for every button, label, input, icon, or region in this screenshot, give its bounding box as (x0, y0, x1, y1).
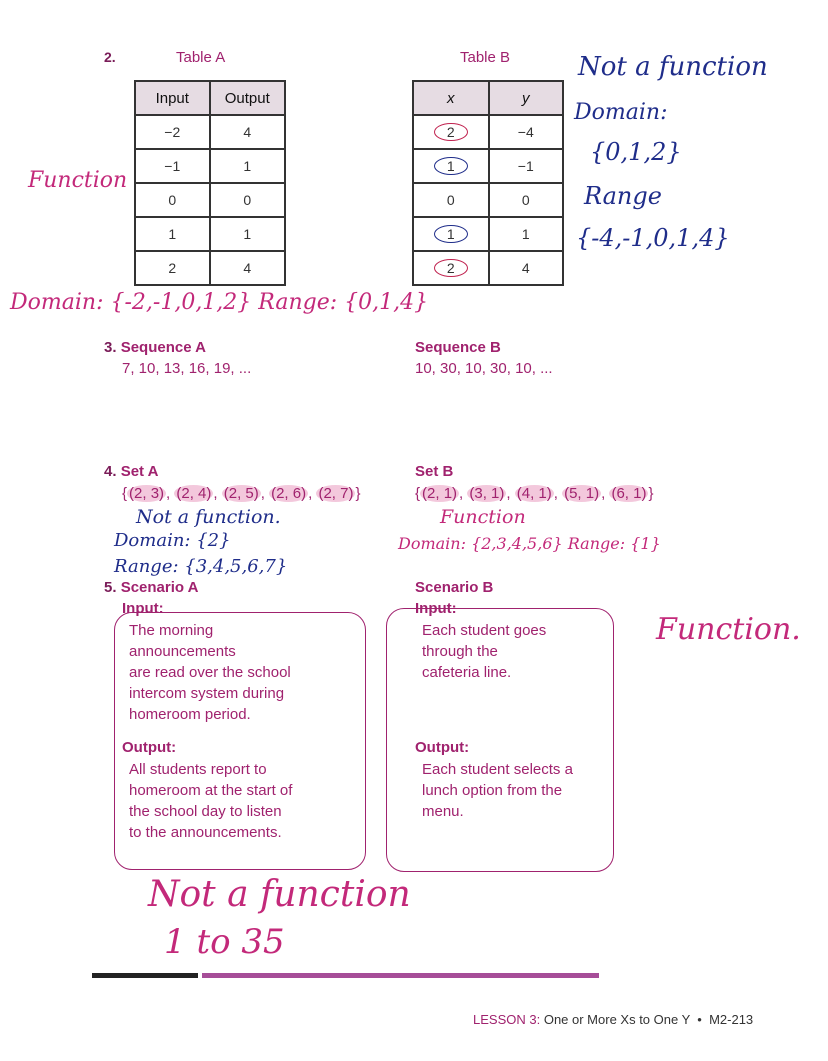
table-b-cell (413, 115, 489, 149)
set-b-pair: (2, 1) (422, 485, 458, 502)
footer-bullet: • (697, 1012, 702, 1027)
handwritten-range-label-b: Range (584, 182, 662, 210)
set-a-pair: (2, 5) (223, 485, 259, 502)
sequence-a-values: 7, 10, 13, 16, 19, ... (122, 360, 252, 377)
table-a-header-input: Input (135, 81, 210, 115)
table-a-cell: 1 (210, 149, 285, 183)
set-a-pair: (2, 7) (318, 485, 354, 502)
text-line: homeroom at the start of (129, 782, 293, 799)
table-b-cell (413, 149, 489, 183)
set-a-title: Set A (120, 463, 159, 480)
set-a-pairs: { (2, 3) , (2, 4) , (2, 5) , (2, 6) , (2, 7) } (122, 485, 361, 502)
table-b-cell (413, 217, 489, 251)
set-b-pair: (4, 1) (516, 485, 552, 502)
table-a-cell: −1 (135, 149, 210, 183)
handwritten-domain-label-b: Domain: (574, 100, 668, 125)
text-line: Each student goes (422, 622, 547, 639)
table-a-title: Table A (176, 49, 226, 66)
set-a-heading (104, 461, 158, 482)
page-footer (473, 1012, 753, 1027)
table-b-cell: 1 (489, 217, 563, 251)
scenario-a-output-label: Output: (122, 739, 177, 756)
sequence-b-values: 10, 30, 10, 30, 10, ... (415, 360, 553, 377)
handwritten-set-b-domain-range: Domain: {2,3,4,5,6} Range: {1} (398, 534, 661, 553)
table-b-cell: 0 (489, 183, 563, 217)
handwritten-scenario-b-function: Function. (656, 612, 801, 647)
text-line: lunch option from the (422, 782, 563, 799)
set-b-pairs: { (2, 1) , (3, 1) , (4, 1) , (5, 1) , (6, 1) } (415, 485, 654, 502)
scenario-a-input-label: Input: (122, 600, 164, 617)
scenario-a-heading (104, 577, 199, 598)
table-b (412, 80, 564, 286)
table-b-cell: −1 (489, 149, 563, 183)
text-line: through the (422, 643, 498, 660)
handwritten-range-b: {-4,-1,0,1,4} (576, 224, 730, 252)
scenario-b-input-text (422, 620, 612, 683)
scenario-b-title: Scenario B (415, 579, 494, 596)
scenario-b-input-label: Input: (415, 600, 457, 617)
question-4-number: 4. (104, 463, 117, 480)
footer-page-number: M2-213 (709, 1012, 754, 1027)
set-b-pair: (5, 1) (564, 485, 600, 502)
set-b-title: Set B (415, 463, 454, 480)
scenario-b-output-label: Output: (415, 739, 470, 756)
table-a (134, 80, 286, 286)
text-line: homeroom period. (129, 706, 251, 723)
text-line: menu. (422, 803, 464, 820)
text-line: to the announcements. (129, 824, 282, 841)
handwritten-set-a-not-function: Not a function. (136, 506, 281, 528)
set-a-pair: (2, 6) (271, 485, 307, 502)
table-a-cell: 4 (210, 115, 285, 149)
question-2-number: 2. (104, 49, 116, 65)
set-b-pair: (6, 1) (611, 485, 647, 502)
table-b-header-x: x (413, 81, 489, 115)
sequence-b-title: Sequence B (415, 339, 501, 356)
question-5-number: 5. (104, 579, 117, 596)
text-line: the school day to listen (129, 803, 282, 820)
scenario-a-input-text (129, 620, 359, 725)
footer-rule-accent (202, 973, 599, 978)
footer-title: One or More Xs to One Y (543, 1012, 691, 1027)
handwritten-domain-b: {0,1,2} (590, 138, 682, 166)
handwritten-set-b-function: Function (440, 506, 526, 528)
red-circle-annotation: 2 (434, 259, 468, 277)
sequence-a-title: Sequence A (120, 339, 206, 356)
handwritten-scenario-a-ratio: 1 to 35 (164, 922, 285, 962)
set-a-pair: (2, 4) (176, 485, 212, 502)
table-b-cell (413, 251, 489, 285)
table-b-cell: −4 (489, 115, 563, 149)
handwritten-domain-range-a: Domain: {-2,-1,0,1,2} Range: {0,1,4} (10, 290, 429, 315)
table-b-cell: 0 (413, 183, 489, 217)
handwritten-set-a-range: Range: {3,4,5,6,7} (114, 556, 288, 577)
text-line: announcements (129, 643, 236, 660)
footer-rule-dark (92, 973, 198, 978)
question-3-number: 3. (104, 339, 117, 356)
scenario-b-output-text (422, 759, 612, 822)
text-line: Each student selects a (422, 761, 573, 778)
handwritten-not-function-label: Not a function (578, 52, 768, 82)
blue-circle-annotation: 1 (434, 157, 468, 175)
scenario-a-output-text (129, 759, 359, 843)
footer-lesson: LESSON 3: (473, 1012, 541, 1027)
table-b-title: Table B (460, 49, 511, 66)
table-a-cell: 2 (135, 251, 210, 285)
scenario-a-title: Scenario A (120, 579, 199, 596)
text-line: intercom system during (129, 685, 285, 702)
blue-circle-annotation: 1 (434, 225, 468, 243)
table-a-header-output: Output (210, 81, 285, 115)
set-a-pair: (2, 3) (129, 485, 165, 502)
text-line: The morning (129, 622, 214, 639)
table-a-cell: 4 (210, 251, 285, 285)
sequence-a-heading (104, 337, 206, 358)
table-a-cell: 1 (210, 217, 285, 251)
handwritten-function-label: Function (28, 168, 128, 193)
text-line: cafeteria line. (422, 664, 512, 681)
table-a-cell: 0 (135, 183, 210, 217)
table-b-cell: 4 (489, 251, 563, 285)
table-b-header-y: y (489, 81, 563, 115)
text-line: All students report to (129, 761, 267, 778)
red-circle-annotation: 2 (434, 123, 468, 141)
table-a-cell: 0 (210, 183, 285, 217)
set-b-pair: (3, 1) (469, 485, 505, 502)
table-a-cell: −2 (135, 115, 210, 149)
handwritten-scenario-a-not-function: Not a function (148, 874, 411, 915)
handwritten-set-a-domain: Domain: {2} (114, 530, 231, 551)
text-line: are read over the school (129, 664, 291, 681)
table-a-cell: 1 (135, 217, 210, 251)
